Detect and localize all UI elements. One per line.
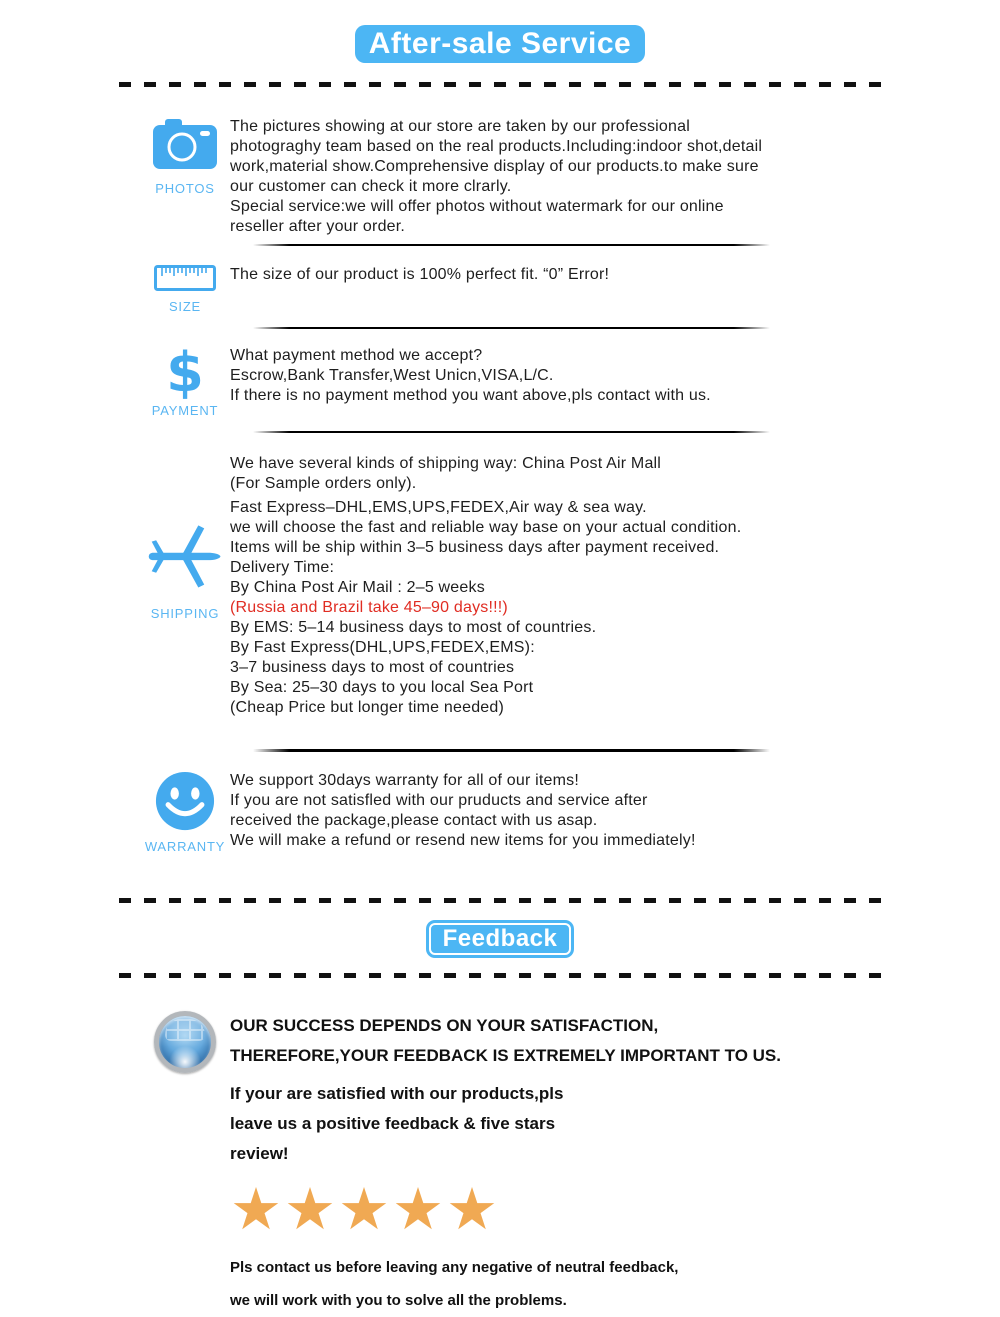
photos-icon-column (140, 117, 230, 237)
dashed-divider (119, 898, 881, 903)
section-size (0, 265, 1000, 314)
text-line: review! (230, 1144, 289, 1163)
shipping-label: SHIPPING (150, 606, 220, 621)
section-payment (0, 341, 1000, 418)
feedback-text (230, 1011, 781, 1317)
warranty-icon-column (140, 771, 230, 854)
text-line: We support 30days warranty for all of our items! (230, 772, 580, 789)
text-line: (Cheap Price but longer time needed) (230, 699, 505, 716)
text-line: By EMS: 5–14 business days to most of countries. (230, 619, 597, 636)
text-line: OUR SUCCESS DEPENDS ON YOUR SATISFACTION, (230, 1016, 659, 1035)
warranty-text (230, 771, 696, 854)
separator-line (253, 431, 770, 433)
text-line: Escrow,Bank Transfer,West Unicn,VISA,L/C. (230, 367, 554, 384)
section-warranty (0, 771, 1000, 854)
text-line: By Fast Express(DHL,UPS,FEDEX,EMS): (230, 639, 535, 656)
feedback-heading (230, 1011, 781, 1071)
text-line: we will work with you to solve all the problems. (230, 1292, 567, 1309)
text-line: Delivery Time: (230, 559, 335, 576)
feedback-title: Feedback (429, 923, 572, 955)
smiley-icon (155, 771, 215, 836)
text-line: Special service:we will offer photos without watermark for our online (230, 198, 724, 215)
text-line: The size of our product is 100% perfect fit. “0” Error! (230, 266, 610, 283)
camera-icon (153, 117, 217, 178)
feedback-note (230, 1251, 781, 1317)
size-text (230, 265, 609, 314)
feedback-section (0, 1011, 1000, 1317)
text-line: photograghy team based on the real products.Including:indoor shot,detail (230, 138, 763, 155)
globe-icon (154, 1011, 216, 1073)
text-line: By China Post Air Mail : 2–5 weeks (230, 579, 485, 596)
feedback-title-row (0, 920, 1000, 958)
text-line: We will make a refund or resend new items for you immediately! (230, 832, 696, 849)
text-line: (For Sample orders only). (230, 475, 417, 492)
warranty-label: WARRANTY (144, 839, 226, 854)
dashed-divider (119, 82, 881, 87)
title-row (0, 0, 1000, 63)
text-line: we will choose the fast and reliable way base on your actual condition. (230, 519, 742, 536)
page-title: After-sale Service (355, 25, 645, 63)
shipping-text (230, 454, 741, 718)
ruler-icon (154, 265, 216, 296)
text-line: THEREFORE,YOUR FEEDBACK IS EXTREMELY IMPORTANT TO US. (230, 1046, 781, 1065)
photos-text (230, 117, 762, 237)
text-line: Fast Express–DHL,EMS,UPS,FEDEX,Air way & sea way. (230, 499, 647, 516)
size-icon-column (140, 265, 230, 314)
section-shipping (0, 454, 1000, 718)
dollar-icon: $ (166, 341, 204, 404)
text-line: If there is no payment method you want above,pls contact with us. (230, 387, 711, 404)
feedback-request (230, 1079, 781, 1169)
section-photos (0, 117, 1000, 237)
separator-line (253, 244, 770, 246)
size-label: SIZE (168, 299, 202, 314)
photos-label: PHOTOS (155, 181, 215, 196)
text-line: We have several kinds of shipping way: China Post Air Mall (230, 455, 662, 472)
separator-line (253, 749, 770, 752)
shipping-icon-column (140, 454, 230, 718)
airplane-icon (148, 512, 222, 603)
text-line: 3–7 business days to most of countries (230, 659, 515, 676)
text-line: Pls contact us before leaving any negative of neutral feedback, (230, 1259, 679, 1276)
feedback-title-badge (426, 920, 575, 958)
payment-text (230, 346, 711, 418)
separator-line (253, 327, 770, 329)
text-line: reseller after your order. (230, 218, 406, 235)
text-line: What payment method we accept? (230, 347, 483, 364)
text-line: work,material show.Comprehensive display of our products.to make sure (230, 158, 759, 175)
text-line: leave us a positive feedback & five stars (230, 1114, 556, 1133)
text-line: If you are not satisfled with our pruducts and service after (230, 792, 648, 809)
dashed-divider (119, 973, 881, 978)
text-line: The pictures showing at our store are taken by our professional (230, 118, 690, 135)
text-line: our customer can check it more clrarly. (230, 178, 512, 195)
shipping-warning: (Russia and Brazil take 45–90 days!!!) (230, 599, 508, 616)
shipping-express (230, 498, 741, 598)
text-line: If your are satisfied with our products,pls (230, 1084, 564, 1103)
feedback-icon-column (140, 1011, 230, 1317)
text-line: received the package,please contact with us asap. (230, 812, 598, 829)
shipping-intro (230, 454, 741, 494)
text-line: Items will be ship within 3–5 business days after payment received. (230, 539, 720, 556)
payment-label: PAYMENT (151, 403, 219, 418)
shipping-delivery (230, 618, 741, 718)
payment-icon-column (140, 341, 230, 418)
text-line: By Sea: 25–30 days to you local Sea Port (230, 679, 534, 696)
five-star-rating: ★★★★★ (230, 1175, 500, 1243)
